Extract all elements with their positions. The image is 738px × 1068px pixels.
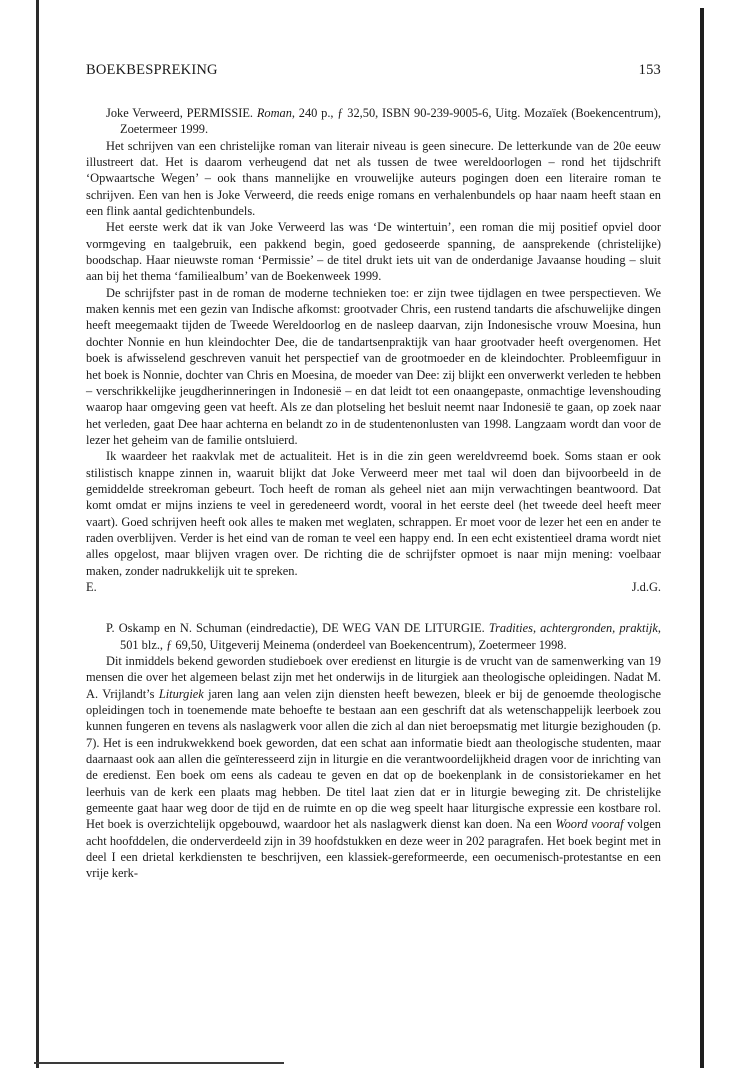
scan-edge-bottom [34,1062,284,1064]
bibliographic-entry: Joke Verweerd, PERMISSIE. Roman, 240 p., ƒ 32,50, ISBN 90-239-9005-6, Uitg. Mozaïek (Boekencentrum), Zoetermeer 1999. [106,106,662,137]
bibliographic-entry: P. Oskamp en N. Schuman (eindredactie), DE WEG VAN DE LITURGIE. Tradities, achtergronden, praktijk, 501 blz., ƒ 69,50, Uitgeverij Meinema (onderdeel van Boekencentrum), Zoetermeer 1998. [106,621,661,652]
cited-title: Liturgiek [158,686,204,701]
scan-edge-left [36,0,39,1068]
cited-title: Woord vooraf [555,817,624,832]
review-signature [86,579,661,595]
review-paragraph: Ik waardeer het raakvlak met de actualiteit. Het is in die zin geen wereldvreemd boek. Soms staan er ook stilistisch knappe zinnen in, waaruit blijkt dat Joke Verweerd meer met taal wil doen dan bijvoorbeeld in de gemiddelde streekroman gebeurt. Toch heeft de roman als geheel niet aan mijn verwachtingen beantwoord. Dat komt omdat er mijns inziens te veel in geredeneerd wordt, vooral in het eerste deel (het tweede deel heeft meer vaart). Goed schrijven heeft ook alles te maken met weglaten, schrappen. Er moet voor de lezer het een en ander te raden overblijven. Verder is het eind van de roman te veel een happy end. In een echt existentieel drama wordt niet alles opgelost, maar blijven vragen over. De richting die de schrijfster opmoet is naar mijn mening: voelbaar maken, zonder nadrukkelijk uit te spreken. [86,449,661,578]
review-permissie [86,105,661,595]
signature-left: E. [86,579,97,594]
running-head [86,62,661,79]
scan-edge-right [700,8,704,1068]
reviewer-initials: J.d.G. [631,579,661,594]
page-number: 153 [638,62,661,78]
review-paragraph: Dit inmiddels bekend geworden studieboek over eredienst en liturgie is de vrucht van de samenwerking van 19 mensen die over het algemeen belast zijn met het onderwijs in de liturgiek aan theologische opleidingen. Nadat M. A. Vrijlandt’s Liturgiek jaren lang aan velen zijn diensten heeft bewezen, bleek er bij de genoemde theologische opleidingen toch in toenemende mate behoefte te bestaan aan een geschrift dat als wetenschappelijk leerboek zou kunnen fungeren en tevens als naslagwerk voor allen die zich al dan niet beroepsmatig met liturgie bezighouden (p. 7). Het is een indrukwekkend boek geworden, dat een schat aan informatie biedt aan theologische studenten, maar daarnaast ook aan allen die geïnteresseerd zijn in liturgie en die verantwoordelijkheid dragen voor de inrichting van de eredienst. Een boek om eens als cadeau te geven en dat op de boekenplank in de consistoriekamer en het leerhuis van de kerk een plaats mag hebben. De titel laat zien dat er in liturgie beweging zit. De christelijke gemeente gaat haar weg door de tijd en de ruimte en op die weg speelt haar liturgische expressie een kostbare rol. Het boek is overzichtelijk opgebouwd, waardoor het als naslagwerk dienst kan doen. Na een Woord vooraf volgen acht hoofddelen, die onderverdeeld zijn in 39 hoofdstukken en deze weer in 202 paragrafen. Het boek begint met in deel I een drietal kerkdiensten te beschrijven, een klassiek-gereformeerde, een oecumenisch-protestantse en een vrije kerk- [86,654,661,881]
review-paragraph: Het eerste werk dat ik van Joke Verweerd las was ‘De wintertuin’, een roman die mij positief opviel door vormgeving en taalgebruik, een pakkend begin, goed gedoseerde spanning, de aansprekende (christelijke) boodschap. Haar nieuwste roman ‘Permissie’ – de titel drukt iets uit van de onderdanige Javaanse houding – sluit aan bij het thema ‘familiealbum’ van de Boekenweek 1999. [86,220,661,284]
review-paragraph: De schrijfster past in de roman de moderne technieken toe: er zijn twee tijdlagen en twee perspectieven. We maken kennis met een gezin van Indische afkomst: grootvader Chris, een rustend tandarts die afschuwelijke dingen heeft meegemaakt tijden de Tweede Wereldoorlog en de nasleep daarvan, zijn Indonesische vrouw Moesina, hun dochter Nonnie en hun kleindochter Dee, die de tandartsenpraktijk van haar grootvader heeft overgenomen. Het boek is afwisselend geschreven vanuit het perspectief van de grootmoeder en de kleindochter. Probleemfiguur in het boek is Nonnie, dochter van Chris en Moesina, de moeder van Dee: zij blijkt een onverwerkt verleden te hebben – verschrikkelijke jeugdherinneringen in Indonesië – en dat leidt tot een onaangepaste, onmachtige levenshouding waarop haar omgeving geen vat heeft. Als ze dan plotseling het besluit neemt naar Indonesië te gaan, op zoek naar het verleden, gaat Dee haar achterna en belandt zo in de studentenonlusten van 1998. Langzaam wordt dan voor de lezer het geheim van de familie ontsluierd. [86,285,661,447]
page [86,62,661,882]
review-paragraph: Het schrijven van een christelijke roman van literair niveau is geen sinecure. De letterkunde van de 20e eeuw illustreert dat. Het is daarom verheugend dat net als tussen de twee wereldoorlogen – rond het tijdschrift ‘Opwaartsche Wegen’ – ook thans mannelijke en vrouwelijke auteurs pogingen doen een literaire roman te schrijven. Een van hen is Joke Verweerd, die reeds enige romans en verhalenbundels op haar naam heeft staan en een flink aantal gedichtenbundels. [86,138,661,219]
section-title: BOEKBESPREKING [86,62,218,78]
book-subtitle: Tradities, achtergronden, praktijk [488,621,658,636]
book-genre: Roman [256,106,292,120]
review-de-weg-van-de-liturgie [86,620,661,882]
